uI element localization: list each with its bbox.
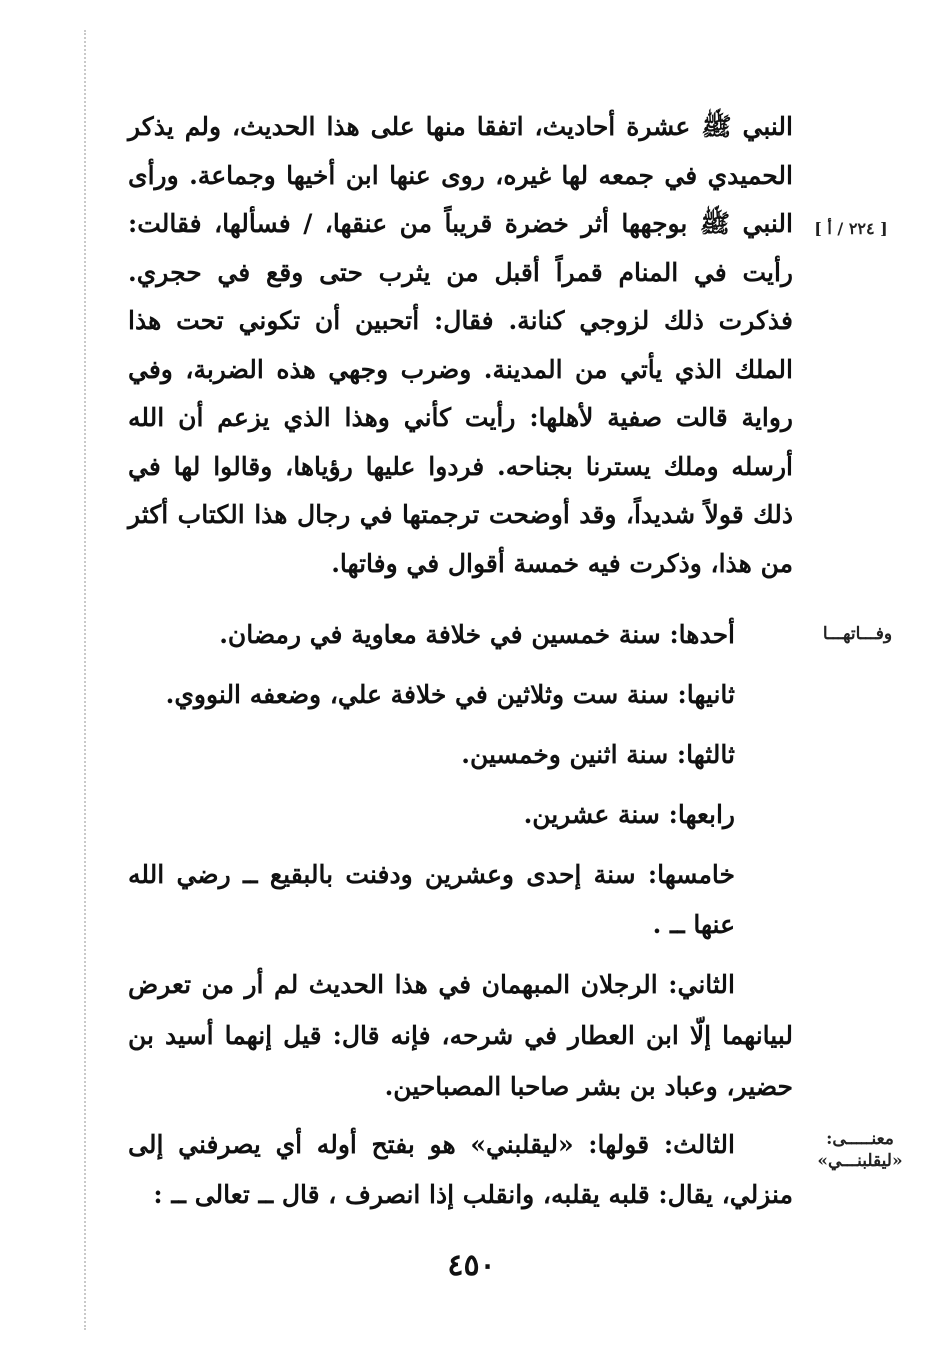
list-item — [128, 620, 735, 649]
paragraph-third-point — [128, 1120, 793, 1220]
list-item — [128, 680, 735, 709]
margin-manuscript-ref: [ ٢٢٤ / أ ] — [814, 219, 888, 238]
paragraph-second-point — [128, 959, 793, 1112]
page-number: ٤٥٠ — [447, 1248, 496, 1283]
gutter-dotted-line — [84, 30, 86, 1330]
paragraph-label: الثالث: — [663, 1130, 735, 1159]
list-item-label: أحدها: — [669, 620, 735, 649]
list-item-label: خامسها: — [647, 860, 735, 889]
margin-heading-line: معنـــــى: — [826, 1129, 894, 1149]
paragraph-text: قولها: «ليقلبني» هو بفتح أوله أي يصرفني إلى منزلي، يقال: قلبه يقلبه، وانقلب إذا انصرف ، قال ــ تعالى ــ : — [128, 1130, 793, 1209]
list-item-label: ثانيها: — [677, 680, 735, 709]
list-item-text: سنة عشرين. — [523, 800, 660, 829]
margin-heading-line: «ليقلبنـــي» — [817, 1151, 903, 1171]
list-item-label: رابعها: — [668, 800, 735, 829]
list-item-text: سنة اثنين وخمسين. — [461, 740, 669, 769]
margin-heading-mana — [815, 1128, 905, 1172]
list-item — [128, 800, 735, 829]
paragraph-label: الثاني: — [668, 970, 735, 999]
margin-heading-wafat: وفـــاتهـــا — [822, 624, 893, 644]
list-item-fifth — [128, 850, 735, 950]
list-item-text: سنة ست وثلاثين في خلافة علي، وضعفه النووي. — [165, 680, 669, 709]
list-item-text: سنة إحدى وعشرين ودفنت بالبقيع ــ رضي الله عنها ــ . — [128, 860, 735, 939]
list-item-text: سنة خمسين في خلافة معاوية في رمضان. — [219, 620, 661, 649]
list-item-label: ثالثها: — [676, 740, 735, 769]
list-item — [128, 740, 735, 769]
paragraph-safiyya: النبي ﷺ عشرة أحاديث، اتفقا منها على هذا الحديث، ولم يذكر الحميدي في جمعه لها غيره، روى عنها ابن أخيها وجماعة. ورأى النبي ﷺ بوجهها أثر خضرة قريباً من عنقها، / فسألها، فقالت: رأيت في المنام قمراً أقبل من يثرب حتى وقع في حجري. فذكرت ذلك لزوجي كنانة. فقال: أتحبين أن تكوني تحت هذا الملك الذي يأتي من المدينة. وضرب وجهي هذه الضربة، وفي رواية قالت صفية لأهلها: رأيت كأني وهذا الذي يزعم أن الله أرسله وملك يسترنا بجناحه. فردوا عليها رؤياها، وقالوا لها في ذلك قولاً شديداً، وقد أوضحت ترجمتها في رجال هذا الكتاب أكثر من هذا، وذكرت فيه خمسة أقوال في وفاتها. — [128, 112, 793, 578]
paragraph-text: الرجلان المبهمان في هذا الحديث لم أر من تعرض لبيانهما إلّا ابن العطار في شرحه، فإنه قال: قيل إنهما أسيد بن حضير، وعباد بن بشر صاحبا المصباحين. — [128, 970, 793, 1101]
